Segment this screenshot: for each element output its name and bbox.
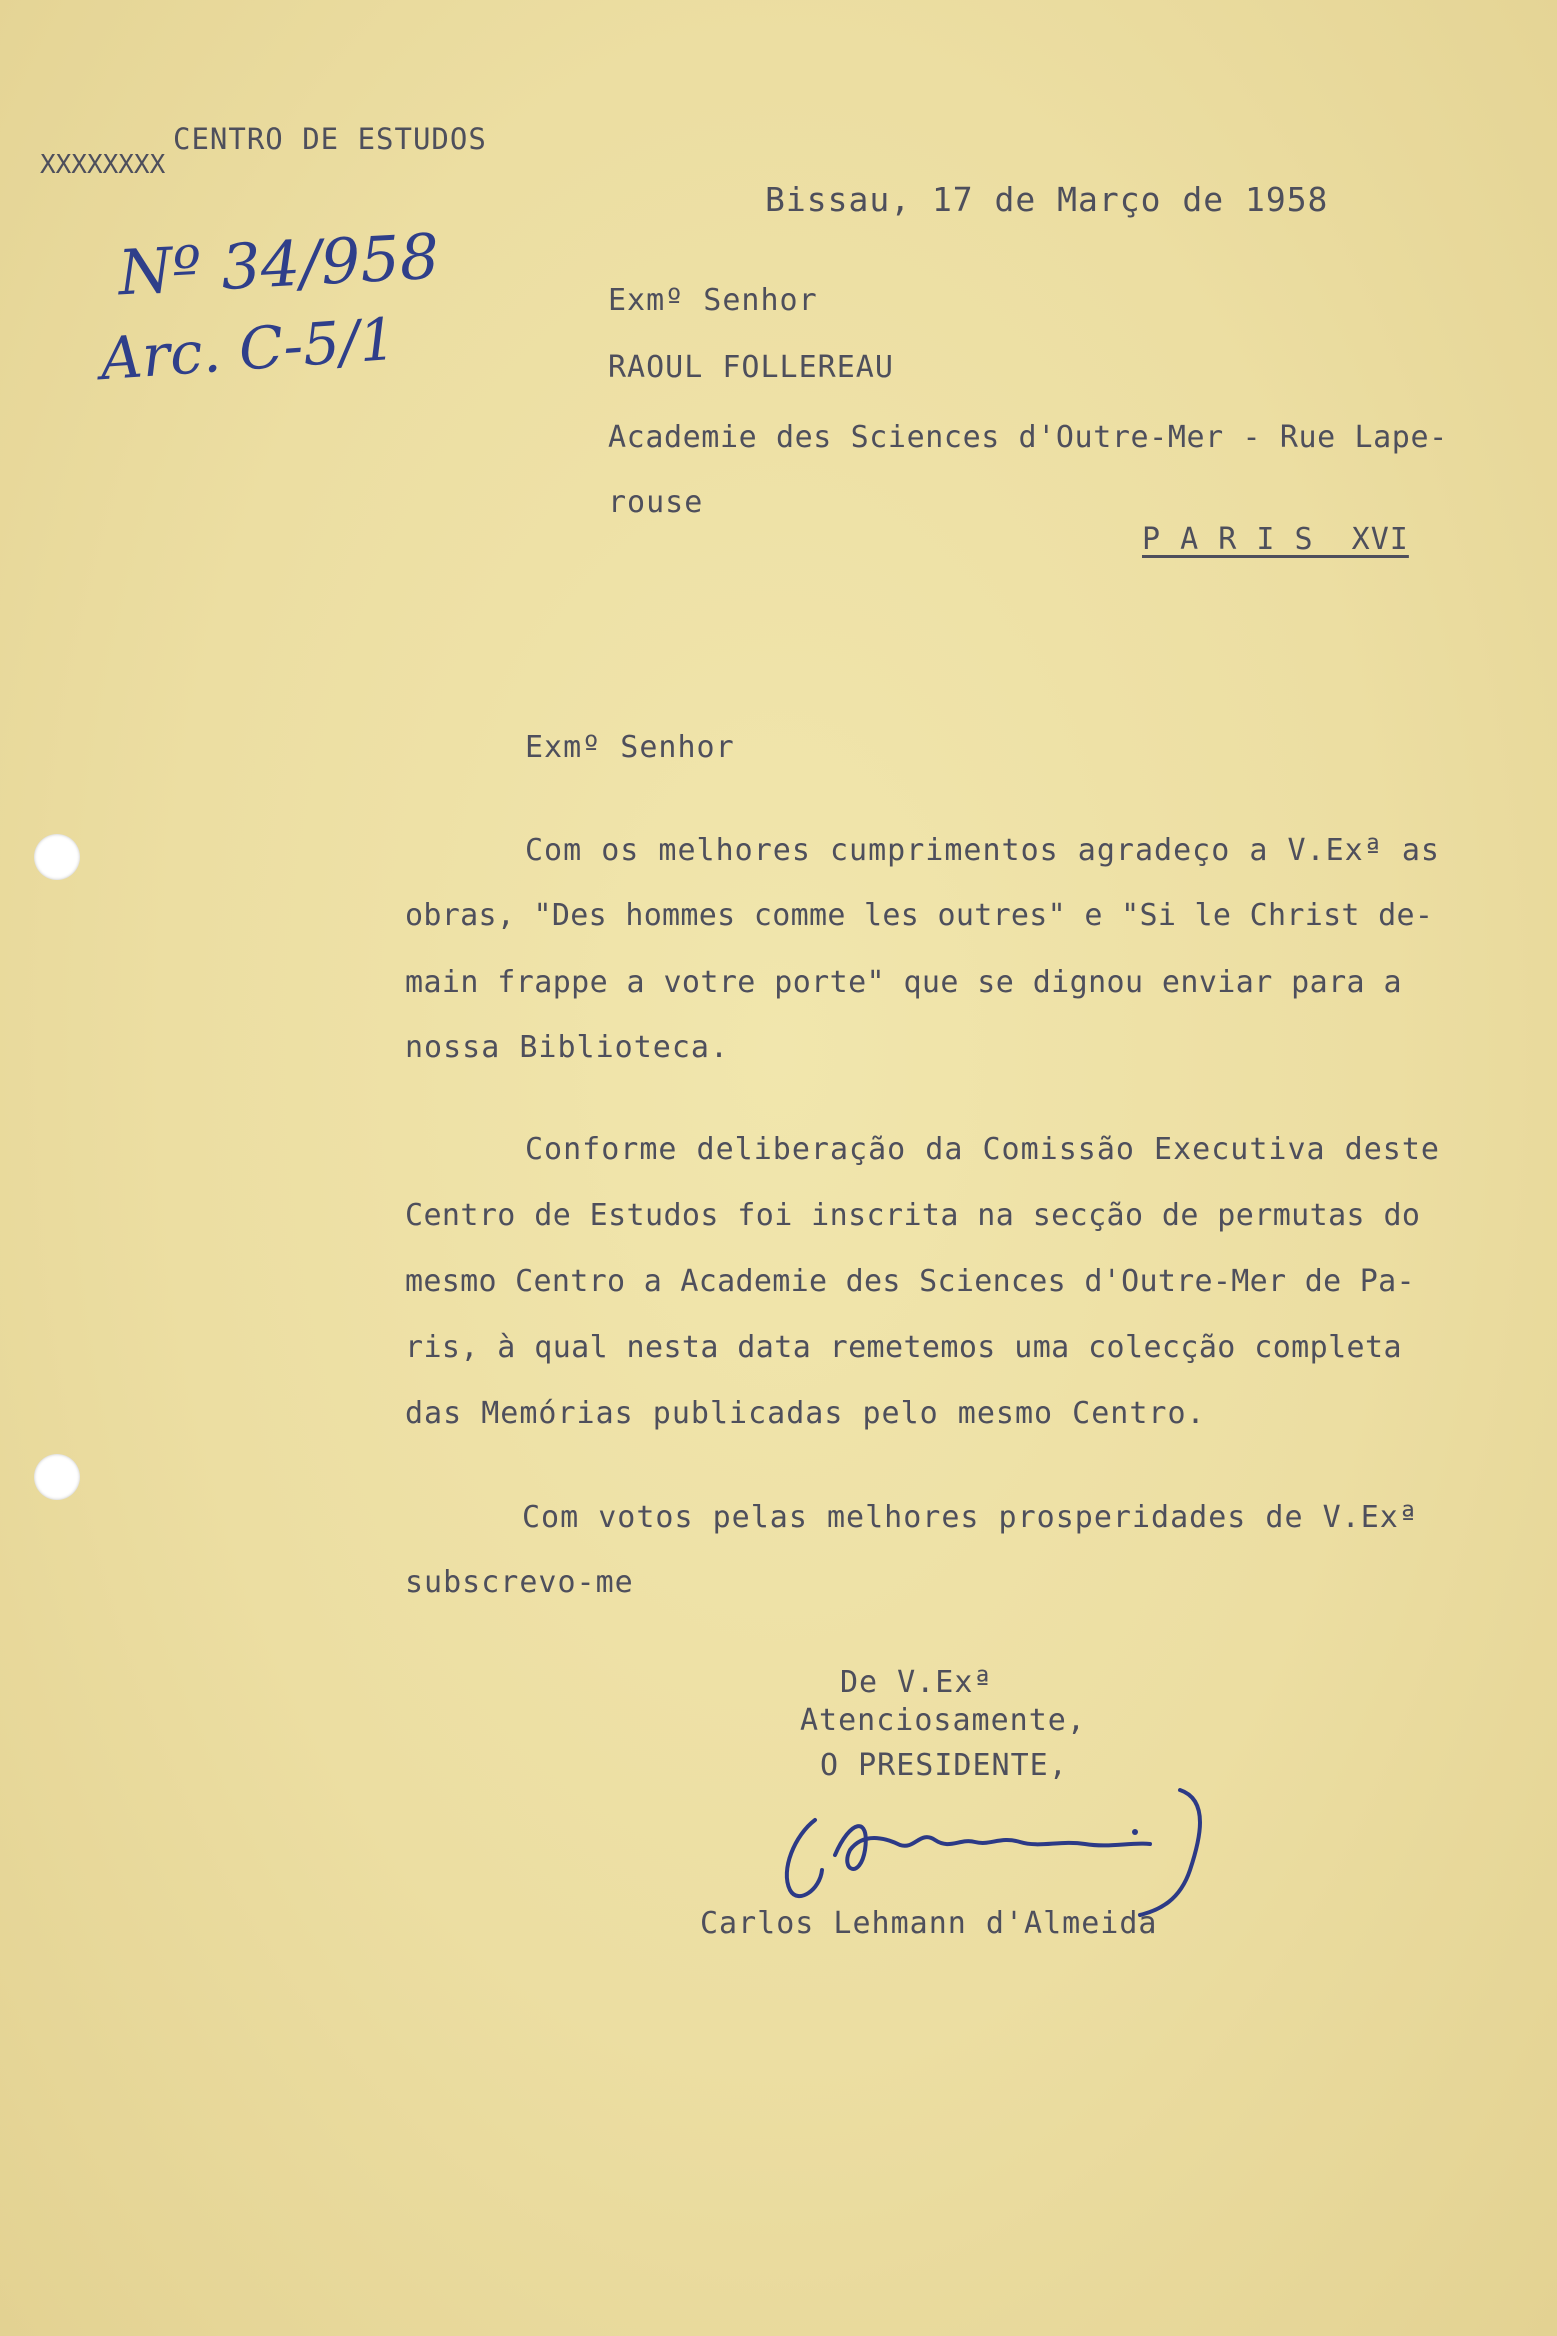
address-salutation: Exmº Senhor [608,283,818,318]
greeting: Exmº Senhor [525,730,735,765]
handwritten-file-code: Arc. C-5/1 [97,304,399,394]
address-name: RAOUL FOLLEREAU [608,350,894,385]
date-line: Bissau, 17 de Março de 1958 [765,180,1329,219]
punch-hole-bottom [34,1454,80,1500]
letterhead-org: CENTRO DE ESTUDOS [173,122,487,156]
signer-name: Carlos Lehmann d'Almeida [700,1906,1158,1941]
paragraph-1-line-1: Com os melhores cumprimentos agradeço a V.Exª as [525,833,1440,868]
punch-hole-top [34,834,80,880]
handwritten-reference-number: Nº 34/958 [116,219,441,310]
paragraph-2-line-2: Centro de Estudos foi inscrita na secção de permutas do [405,1198,1421,1233]
paragraph-3-line-2: subscrevo-me [405,1565,634,1600]
paragraph-2-line-1: Conforme deliberação da Comissão Executiva deste [525,1132,1440,1167]
closing-line-1: De V.Exª [840,1665,993,1700]
address-city: P A R I S XVI [1142,522,1409,557]
closing-line-2: Atenciosamente, [800,1703,1086,1738]
paragraph-1-line-2: obras, "Des hommes comme les outres" e "Si le Christ de- [405,898,1434,933]
address-line-2: rouse [608,485,704,520]
paragraph-1-line-4: nossa Biblioteca. [405,1030,730,1065]
letterhead-struck: XXXXXXXX [40,150,166,180]
paragraph-3-line-1: Com votos pelas melhores prosperidades de V.Exª [522,1500,1418,1535]
paragraph-2-line-4: ris, à qual nesta data remetemos uma colecção completa [405,1330,1402,1365]
paragraph-1-line-3: main frappe a votre porte" que se dignou enviar para a [405,965,1402,1000]
paragraph-2-line-3: mesmo Centro a Academie des Sciences d'Outre-Mer de Pa- [405,1264,1415,1299]
closing-line-3: O PRESIDENTE, [820,1748,1068,1783]
paragraph-2-line-5: das Memórias publicadas pelo mesmo Centro. [405,1396,1206,1431]
address-line-1: Academie des Sciences d'Outre-Mer - Rue Lape- [608,420,1448,455]
handwritten-signature [740,1760,1260,1920]
